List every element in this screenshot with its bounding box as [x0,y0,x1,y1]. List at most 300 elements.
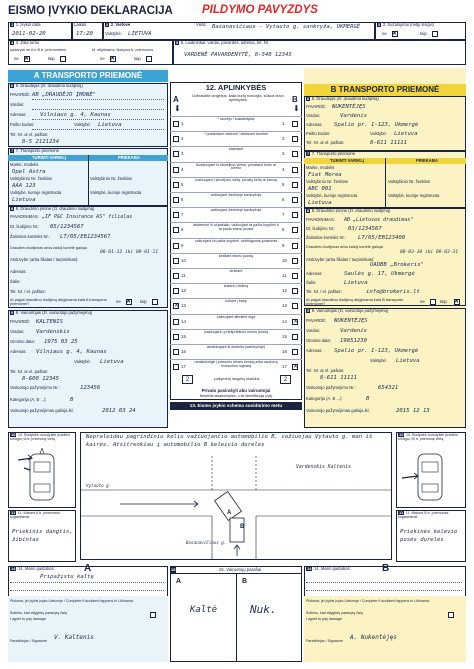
circumstance-text: važiuojant ta pačia kryptimi, skirtingomis juostomis [194,238,278,243]
a-make-label: Markė, modelis [10,162,39,167]
circumstance-a-number: 14 [181,318,186,324]
b-license-label: Vairuotojo pažymėjimo Nr.: [306,385,356,390]
circumstance-row [170,207,302,222]
a-country-value[interactable]: Lietuva [98,122,122,128]
schema-signature[interactable]: Vardenskis Kaltenis [296,465,351,470]
b-regcountry-label: Valstybė, kurioje registruota [306,193,358,198]
b-license-value[interactable]: 654321 [378,385,399,391]
schema-drawing [80,456,392,560]
circumstance-a-checkbox[interactable] [173,334,179,340]
sig-a-letter: A [176,578,182,585]
a-insurer-value[interactable]: „IF P&C Insurance AS" filialas [42,214,133,220]
b-footer-sign-value[interactable]: A. Nukentėjęs [350,634,397,641]
circumstance-a-checkbox[interactable] [173,349,179,355]
a-surname-label: PAVARDĖ: [10,92,31,97]
b-car-diagram [398,448,464,506]
a-category-value[interactable]: B [70,397,74,403]
b-surname-value[interactable]: NUKENTĖJĘS [332,104,366,110]
b-agent-country-value[interactable]: Lietuva [344,280,368,286]
circumstance-a-number: 2 [181,136,184,142]
circumstance-a-checkbox[interactable] [173,136,179,142]
b-phone-label: Tel. Nr. ar el. paštas: [306,140,345,145]
circumstance-b-checkbox[interactable] [292,303,298,309]
b-country-label: Valstybė: [370,131,387,136]
damage-a-no-check: ✕ [24,56,30,62]
circumstance-text: * stovėjo / sustabdytas [217,117,255,121]
circumstance-b-number: 3 [282,151,285,157]
circumstance-b-number: 6 [282,197,285,202]
circumstance-a-number: 15 [181,333,186,339]
circumstance-a-checkbox[interactable] [173,167,179,173]
b-footer-agree: Sutinku, kad atlygintų padarytą žalą [306,611,363,615]
section15-header: 15 15. Vairuotojų parašai [170,566,302,574]
b-coverage-yes-check: ✕ [454,299,460,305]
b-coverage-no-label: ne [420,299,425,304]
field-5-label: 5 5. Liudininkai: vardai, pavardės, adresai, tel. Nr. [176,40,269,45]
a-address-label: Adresas: [10,112,27,117]
sig-header: Privalo pasirašyti abu vairuotojai [201,388,271,393]
a-driver-phone-label: Tel. Nr. ar el. paštas: [10,369,49,374]
a-s11-label: 11 11. Matomi A tr. priemonės sugadinimai: [10,510,61,519]
damage-b-label: kt. objektams, išskyrus tr. priemones [92,48,154,52]
damage-ne-2: ne [100,56,105,61]
a-phone-value[interactable]: 8-5 2121234 [22,139,60,145]
b-coverage-question: Ar pagal draudimo liudijimą atlyginama žala B transporto priemonei? [306,297,404,307]
circumstance-text: neatsižvelgė į pirmumo teisės ženklą arba raudoną šviesoforo signalą [194,360,278,369]
circumstance-row [170,268,302,283]
injury-no-check: ✕ [392,31,398,37]
b-s11-label: 11 11. Matomi B tr. priemonės sugadinimai: [398,510,449,519]
a-phone-label: Tel. Nr. ar el. paštas: [10,132,49,137]
schema-street-1: Vytauto g. [86,483,112,488]
b-address-label: Adresas: [306,122,323,127]
circumstance-row [170,344,302,359]
b-agent-address-value[interactable]: Saulės g. 17, Ukmergė [344,271,415,277]
a-agent-phone-label: Tel. Nr. / el. paštas: [10,289,46,294]
injury-yes-checkbox[interactable] [432,31,438,37]
a-footer-sign-label: Pareiškėjas / Signature [10,639,47,643]
circumstance-a-number: 17 [181,364,186,370]
circumstance-text: atvažiuojant iš dešinės (sankryžoje) [206,345,266,349]
a-agent-label: Atstovybė (arba filialas / tarpininkas): [10,257,79,262]
b-coverage-yes-label: taip [440,299,447,304]
circumstance-a-checkbox[interactable] [173,151,179,157]
b-agent-address-label: Adresas: [306,271,323,276]
circumstance-a-number: 3 [181,151,184,157]
circumstance-a-number: 6 [181,197,184,202]
a-plate-value[interactable]: AAA 123 [12,183,36,189]
circumstance-b-number: 10 [282,257,287,263]
circumstance-b-checkbox[interactable] [292,182,298,188]
circumstance-b-number: 5 [282,181,285,187]
bottom-letter-b: B [382,563,390,574]
a-damage-value[interactable]: Priekinis dangtis, žibintas [12,529,73,543]
b-agent-value[interactable]: UADBB „Brokeris" [370,262,424,268]
b-trailer-regcountry-label: Valstybė, kurioje registruota [388,193,440,198]
a-license-valid-value[interactable]: 2012 03 24 [102,408,136,414]
b-license-valid-value[interactable]: 2015 12 13 [396,408,430,414]
a-footer-sign-value[interactable]: V. Kaltenis [54,634,94,641]
column-b-header: B TRANSPORTO PRIEMONĖ [304,84,466,96]
circumstance-a-number: 16 [181,349,186,354]
circumstance-b-checkbox[interactable] [292,151,298,157]
sig-subheader: Nekeičia atsakomybės, o tik identifikuoja įvykį [199,394,273,398]
circumstance-b-number: 13 [282,303,287,309]
a-driver-address-value[interactable]: Vilniaus g. 4, Kaunas [36,349,107,355]
circumstances-title: 12. APLINKYBĖS [205,83,267,92]
sig-b-letter: B [242,578,248,585]
circumstance-b-checkbox[interactable] [292,334,298,340]
count-b[interactable]: 2 [283,377,288,383]
circumstance-row [170,283,302,298]
witness-value[interactable]: VARDENĖ PAVARDENYTĖ, 8-340 12345 [184,52,292,58]
mid-letter-a: A [173,95,179,104]
circumstance-b-checkbox[interactable] [292,212,298,218]
circumstance-text: lenkiant [229,269,243,273]
a-regcountry-value[interactable]: Lietuva [12,197,36,203]
circumstance-b-checkbox[interactable] [292,288,298,294]
b-driver-surname-label: PAVARDĖ: [306,318,327,323]
b-make-value[interactable]: Fiat Merea [308,172,342,178]
b-plate-value[interactable]: ABC 001 [308,186,332,192]
a-remarks-line-2 [10,590,164,591]
a-trailer-regcountry-label: Valstybė, kurioje registruota [90,190,142,195]
sample-title: PILDYMO PAVYZDYS [202,4,318,16]
a-country-label: Valstybė: [74,122,91,127]
circumstance-row [170,253,302,268]
damage-a-label: padaryta ne A ir B tr. priemonėms [10,48,67,52]
b-name-label: Vardas: [306,113,321,118]
b-driver-name-value[interactable]: Vardenis [340,328,367,334]
a-agree-checkbox[interactable] [150,612,156,618]
circumstance-a-checkbox[interactable] [173,197,179,203]
damage-taip-1: taip [48,56,55,61]
circumstance-a-number: 8 [181,227,184,233]
circumstance-b-checkbox[interactable] [292,349,298,355]
place-value[interactable]: Basanavičiaus – Vytauto g. sankryža, UKMERGĖ [212,24,361,30]
circumstance-b-number: 7 [282,212,285,218]
b-valid-value[interactable]: 08-03-10 iki 09-03-31 [400,250,459,255]
a-trailer-plate-label: Valstybinio Nr. ženklas [90,176,132,181]
a-surname-line [32,99,164,100]
a-car-diagram [10,448,74,506]
count-b-box [280,375,291,384]
a-make-value[interactable]: Opel Astra [12,169,46,175]
circumstance-a-number: 4 [181,166,184,172]
injury-no-label: ne [382,31,387,36]
a-license-value[interactable]: 123456 [80,385,101,391]
a-driver-surname-value[interactable]: KALTENIS [36,319,63,325]
mid-arrow-a: ⬇ [174,104,181,113]
a-s9-label: 9 9. Vairuotojas (žr. vairuotojo pažymėjimą) [11,310,93,315]
form-title: EISMO ĮVYKIO DEKLARACIJA [8,5,173,17]
damage-b-no-check: ✕ [110,56,116,62]
b-policy-value[interactable]: 03/1234567 [348,226,382,232]
b-make-label: Markė, modelis [306,165,335,170]
circumstance-text: važiuojant atbuline eiga [216,314,256,319]
b-postcode-label: Pašto kodas: [306,131,331,136]
time-value[interactable]: 17:20 [76,31,93,37]
a-s7-label: 7 7. Transporto priemonė [11,148,60,153]
b-driver-name-label: Vardas: [306,328,321,333]
b-greencard-label: Žaliosios kortelės Nr.: [306,235,347,240]
a-postcode-label: Pašto kodas: [10,122,35,127]
a-driver-phone-value[interactable]: 8-600 12345 [22,376,60,382]
a-birth-value[interactable]: 1975 03 25 [44,339,78,345]
b-address-value[interactable]: Spalio pr. 1-123, Ukmergė [334,122,419,128]
date-value[interactable]: 2011-02-20 [12,31,46,37]
a-license-label: Vairuotojo pažymėjimo Nr.: [10,385,60,390]
circumstance-b-number: 15 [282,333,287,339]
circumstance-a-number: 12 [181,288,186,294]
country-label: Valstybė: [105,31,122,36]
b-driver-phone-value[interactable]: 8-611 11111 [320,375,358,381]
circumstance-a-number: 1 [181,121,184,126]
b-driver-address-label: Adresas: [306,348,323,353]
b-license-valid-label: Vairuotojo pažymėjimas galioja iki: [306,408,370,413]
damage-b-yes-checkbox[interactable] [146,56,152,62]
schema-street-2: Basanavičiaus g. [186,540,227,545]
b-footer-agree-en: I agree to pay damage [306,617,342,621]
b-s7-label: 7 7. Transporto priemonė [307,151,356,156]
circumstance-b-checkbox[interactable] [292,273,298,279]
a-greencard-value[interactable]: LT/05/EB1234567 [60,234,111,240]
a-remarks-line-1 [10,582,164,583]
circumstance-a-number: 5 [181,181,184,187]
circumstance-row [170,298,302,313]
circumstance-row [170,177,302,192]
a-footer-agree: Sutinku, kad atlygintų padarytą žalą [10,611,67,615]
b-valid-label: Draudimo liudijimas arba žalioji kortelė galioja [306,245,383,249]
b-surname-label: PAVARDĖ: [306,104,327,109]
a-coverage-question: Ar pagal draudimo liudijimą atlyginama žala A transporto priemonei? [10,297,107,307]
a-footer-bar [8,596,168,662]
section15-label: 15. Vairuotojų parašai [218,567,262,572]
sig-divider [236,574,237,662]
b-category-value[interactable]: B [366,396,370,402]
circumstance-text: įvažiuojant į stovėjimo vietą, privatų kelią ar kiemą [195,177,277,182]
a-address-value[interactable]: Vilniaus g. 4, Kaunas [40,112,111,118]
mid-arrow-b: ⬇ [293,104,300,113]
circumstance-b-checkbox[interactable] [292,121,298,127]
circumstance-b-number: 2 [282,136,285,142]
circumstance-b-checkbox[interactable] [292,243,298,249]
schema-label-a: A [227,510,232,516]
b-agent-phone-value[interactable]: info@brokeris.lt [366,289,420,295]
section13-header [170,402,302,410]
b-footer-text: Pildoma, jei įvykis įvyko Lietuvoje / Complete if accident happens in Lithuania: [306,599,430,603]
b-motor-label: TURINTI VARIKLĮ [330,158,365,163]
count-a[interactable]: 2 [185,377,190,383]
b-s9-label: 9 9. Vairuotojas (žr. vairuotojo pažymėjimą) [307,308,389,313]
b-country-value[interactable]: Lietuva [394,131,418,137]
a-coverage-yes-checkbox[interactable] [152,299,158,305]
circumstance-a-number: 9 [181,242,184,248]
circumstance-b-checkbox[interactable]: ✕ [293,318,299,325]
b-trailer-label: PRIEKABA [416,158,438,163]
a-license-valid-label: Vairuotojo pažymėjimas galioja iki: [10,408,74,413]
circumstance-a-checkbox[interactable] [173,273,179,279]
a-driver-name-label: Vardas: [10,329,25,334]
bottom-letter-a: A [84,563,92,574]
a-name-line [32,109,164,110]
circumstance-text: * pradėdami važiuoti / atidarant dureles [204,132,268,137]
schema-label-b: B [240,524,245,530]
b-name-value[interactable]: Vardenis [340,113,367,119]
circumstance-row [170,162,302,177]
circumstances-subtitle: Užbraukite langelius, šalia kurių nurodyta, kokios buvo aplinkybės [192,94,284,103]
circumstance-b-number: 9 [282,242,285,248]
count-label: pažymėtų langelių skaičius [214,377,260,381]
time-label: Laikas [74,22,87,27]
a-coverage-yes-label: taip [140,299,147,304]
b-s8-label: 8 8. Draudimo įmonė (žr. draudimo liudijimą) [307,208,391,213]
circumstance-b-number: 11 [282,273,287,278]
a-s10-label: 10 10. Rodyklės nurodykite pradinio smūgio į A tr. priemonę vietą [10,432,71,441]
a-s14-label: 14 14. Mano pastabos: [11,566,55,571]
b-birth-value[interactable]: 19851230 [340,338,367,344]
circumstance-b-number: 17 [282,364,287,370]
b-insurer-value[interactable]: AB „Lietuvos draudimas" [344,217,414,223]
b-regcountry-value[interactable]: Lietuva [308,200,332,206]
circumstance-b-checkbox[interactable] [292,136,298,142]
circumstance-b-number: 12 [282,288,287,294]
circumstance-row [170,116,302,131]
circumstance-row [170,329,302,344]
a-surname-value[interactable]: AB „DRAUDĖJO ĮMONĖ" [32,92,96,98]
circumstance-a-checkbox[interactable]: ✕ [174,303,180,310]
b-trailer-plate-label: Valstybinio Nr. ženklas [388,179,430,184]
circumstance-a-checkbox[interactable] [173,243,179,249]
circumstance-b-number: 16 [282,349,287,354]
circumstance-b-checkbox[interactable] [292,167,298,173]
b-remarks-line-2 [306,590,462,591]
a-country-line [32,129,164,130]
a-footer-text: Pildoma, jei įvykis įvyko Lietuvoje / Complete if accident happens in Lithuania: [10,599,134,603]
b-s10-label: 10 10. Rodyklės nurodykite pradinio smūgio į B tr. priemonę vietą [398,432,459,441]
circumstance-row [170,359,302,374]
b-policy-label: Dr. liudijimo Nr.: [306,226,336,231]
b-driver-country-value[interactable]: Lietuva [396,358,420,364]
circumstance-text: įvažiuojant į priešpriešinio eismo juostą [204,329,268,334]
a-s8-label: 8 8. Draudimo įmonė (žr. draudimo liudijimą) [11,206,95,211]
circumstance-text: sukant į kairę [225,299,247,304]
a-name-label: Vardas: [10,102,25,107]
circumstance-b-number: 8 [282,227,285,233]
b-birth-label: Gimimo data: [306,338,331,343]
schema-text[interactable]: Nepraleidau pagrindiniu keliu važiuojančio automobilio B, važiuojau Vytauto g. man iš kairės. Atsitrenkiau į automobilio B keleivio dureles [86,434,373,448]
place-label: Vieta: [196,22,207,27]
circumstance-a-checkbox[interactable] [173,212,179,218]
section13-label: 13. Eismo įvykio schema susidūrimo metu [189,403,283,408]
circumstance-a-checkbox[interactable] [173,182,179,188]
circumstance-text: atsitrenkė iš užpakalio, važiuojant ta pačia kryptimi ir ta pačia eismo juosta [193,223,279,232]
b-driver-phone-label: Tel. Nr. ar el. paštas: [306,368,345,373]
a-coverage-no-label: ne [116,299,121,304]
a-birth-label: Gimimo data: [10,339,35,344]
a-trailer-label: PRIEKABA [118,155,140,160]
b-s6-label: 6 6. Draudėjas (žr. draudimo liudijimą) [307,96,379,101]
a-driver-address-label: Adresas: [10,349,27,354]
circumstance-a-number: 11 [181,273,186,278]
circumstance-text: keičiant eismo juostą [218,253,254,258]
a-driver-name-value[interactable]: Vardenskis [36,329,70,335]
circumstance-text: išvažiuojant iš stovėjimo vietos, privataus kelio ar kiemo [195,162,277,171]
b-s7-divider [385,158,386,208]
signature-b[interactable]: Nuk. [250,603,277,616]
b-plate-label: Valstybinio Nr. ženklas [306,179,348,184]
a-valid-label: Draudimo liudijimas arba žalioji kortelė galioja [10,246,87,250]
circumstance-b-checkbox[interactable] [292,197,298,203]
circumstance-b-checkbox[interactable]: ✕ [293,364,299,371]
b-driver-address-value[interactable]: Spalio pr. 1-123, Ukmergė [334,348,419,354]
b-driver-country-label: Valstybė: [370,358,387,363]
circumstance-a-checkbox[interactable] [173,227,179,233]
field-4-label: 4 4. Žala turtui [11,40,40,45]
damage-ne-1: ne [14,56,19,61]
b-driver-surname-value[interactable]: NUKENTĖJĘS [334,318,368,324]
a-footer-agree-en: I agree to pay damage [10,617,46,621]
a-policy-value[interactable]: 05/1234567 [50,224,84,230]
a-insurer-label: PAVADINIMAS: [10,214,39,219]
a-plate-label: Valstybinio Nr. ženklas [10,176,52,181]
a-valid-value[interactable]: 08-01-12 iki 09-01-11 [100,250,159,255]
circumstance-b-number: 14 [282,318,287,324]
a-s6-label: 6 6. Draudėjas (žr. draudimo liudijimą) [11,83,83,88]
field-1-label: 1 1. Įvykio data [11,22,41,27]
circumstance-text: važiuojant žiedinėje sankryžoje [210,193,262,197]
circumstance-a-checkbox[interactable] [173,121,179,127]
circumstance-a-number: 10 [181,257,186,263]
a-category-label: Kategorija (A, B ...): [10,397,47,402]
circumstance-text: sukant į dešinę [223,284,249,289]
a-remarks-value[interactable]: Pripažįstu kaltę [40,574,94,580]
circumstance-row [170,238,302,253]
circumstance-b-checkbox[interactable] [292,227,298,233]
b-agree-checkbox[interactable] [448,612,454,618]
signature-a[interactable]: Kaltė [190,605,218,615]
b-greencard-value[interactable]: LT/05/EB123400 [358,235,406,241]
b-damage-value[interactable]: Priekinės kelevio pusės durelės [400,529,458,543]
circumstance-a-number: 13 [181,303,186,309]
circumstance-text: stabdant [228,147,244,152]
country-value[interactable]: LIETUVA [128,31,152,37]
damage-taip-2: taip [134,56,141,61]
circumstance-row [170,222,302,237]
circumstance-row [170,314,302,329]
a-policy-label: Dr. liudijimo Nr.: [10,224,40,229]
field-3-label: 3 3. Sužalojimai (netgi lengvi) [378,22,434,27]
b-remarks-line-1 [306,582,462,583]
b-category-label: Kategorija (A, B ...): [306,396,343,401]
circumstance-a-checkbox[interactable] [173,288,179,294]
b-coverage-no-checkbox[interactable] [430,299,436,305]
count-a-box [182,375,193,384]
b-phone-value[interactable]: 8-611 11111 [370,140,408,146]
a-regcountry-label: Valstybė, kurioje registruota [10,190,62,195]
injury-yes-label: taip [420,31,427,36]
circumstance-a-checkbox[interactable] [173,258,179,264]
a-agent-address-label: Adresas: [10,269,27,274]
circumstance-a-number: 7 [181,212,184,218]
circumstance-b-number: 1 [282,121,285,126]
a-driver-country-value[interactable]: Lietuva [100,359,124,365]
circumstance-b-checkbox[interactable] [292,258,298,264]
circumstance-b-number: 4 [282,166,285,172]
circumstance-a-checkbox[interactable] [173,319,179,325]
damage-a-yes-checkbox[interactable] [60,56,66,62]
circumstance-a-checkbox[interactable] [173,364,179,370]
